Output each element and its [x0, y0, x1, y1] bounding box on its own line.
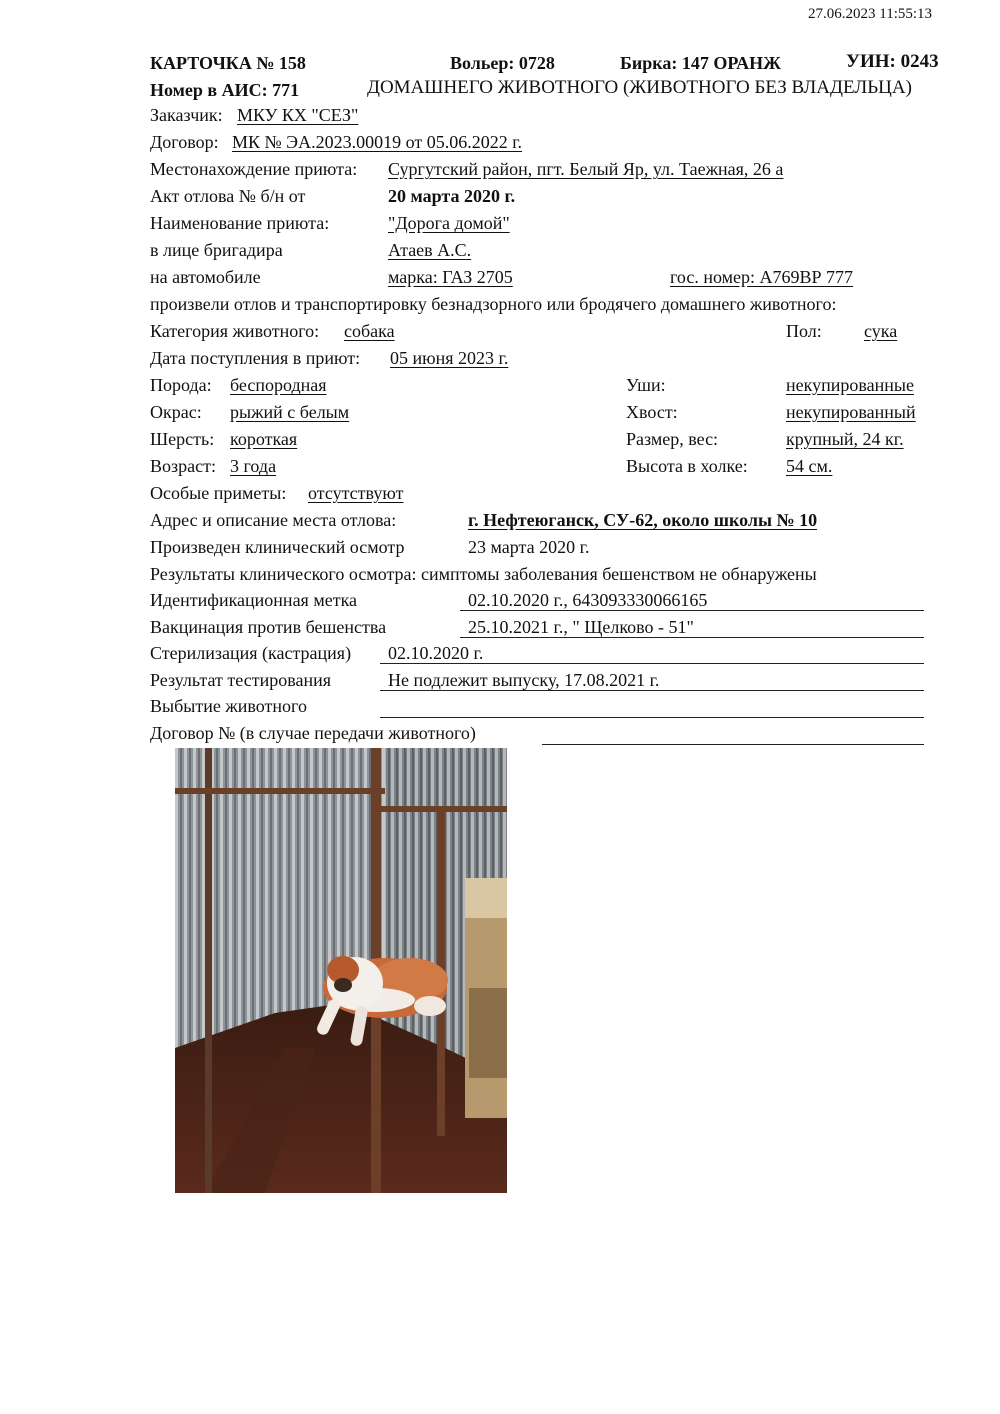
car-number: гос. номер: А769ВР 777: [670, 267, 854, 287]
vacc-label: Вакцинация против бешенства: [150, 617, 387, 637]
shelter-label: Наименование приюта:: [150, 213, 330, 233]
breed-value: беспородная: [230, 375, 327, 395]
transfer-line: [542, 744, 924, 745]
arrival-label: Дата поступления в приют:: [150, 348, 361, 368]
id-label: Идентификационная метка: [150, 590, 358, 610]
customer-label: Заказчик:: [150, 105, 223, 125]
capture-text: произвели отлов и транспортировку безнадзорного или бродячего домашнего животного:: [150, 294, 837, 314]
print-timestamp: 27.06.2023 11:55:13: [808, 6, 933, 22]
act-label: Акт отлова № б/н от: [150, 186, 306, 206]
color-label: Окрас:: [150, 402, 202, 422]
ais-number: Номер в АИС: 771: [150, 80, 300, 100]
customer-value: МКУ КХ "СЕЗ": [237, 105, 359, 125]
size-label: Размер, вес:: [626, 429, 719, 449]
transfer-label: Договор № (в случае передачи животного): [150, 723, 476, 743]
uin-number: УИН: 0243: [846, 51, 939, 72]
brigadier-label: в лице бригадира: [150, 240, 283, 260]
exam-date: 23 марта 2020 г.: [468, 537, 590, 557]
car-brand: марка: ГАЗ 2705: [388, 267, 513, 287]
tail-value: некупированный: [786, 402, 916, 422]
height-value: 54 см.: [786, 456, 833, 476]
coat-label: Шерсть:: [150, 429, 215, 449]
coat-value: короткая: [230, 429, 298, 449]
id-value: 02.10.2020 г., 643093330066165: [468, 590, 708, 610]
tail-label: Хвост:: [626, 402, 678, 422]
test-label: Результат тестирования: [150, 670, 331, 690]
tag-number: Бирка: 147 ОРАНЖ: [620, 53, 781, 73]
contract-value: МК № ЭА.2023.00019 от 05.06.2022 г.: [232, 132, 523, 152]
card-title: ДОМАШНЕГО ЖИВОТНОГО (ЖИВОТНОГО БЕЗ ВЛАДЕЛЬЦА): [367, 77, 912, 98]
address-label: Адрес и описание места отлова:: [150, 510, 397, 530]
animal-photo: [175, 748, 507, 1193]
color-value: рыжий с белым: [230, 402, 350, 422]
category-label: Категория животного:: [150, 321, 320, 341]
departure-line: [380, 717, 924, 718]
steril-line: [380, 663, 924, 664]
ears-value: некупированные: [786, 375, 914, 395]
contract-label: Договор:: [150, 132, 219, 152]
act-date: 20 марта 2020 г.: [388, 186, 516, 206]
sex-value: сука: [864, 321, 898, 341]
test-line: [380, 690, 924, 691]
steril-label: Стерилизация (кастрация): [150, 643, 352, 663]
marks-value: отсутствуют: [308, 483, 404, 503]
id-line: [460, 610, 924, 611]
marks-label: Особые приметы:: [150, 483, 287, 503]
enclosure-number: Вольер: 0728: [450, 53, 555, 73]
category-value: собака: [344, 321, 395, 341]
vacc-line: [460, 637, 924, 638]
size-value: крупный, 24 кг.: [786, 429, 904, 449]
height-label: Высота в холке:: [626, 456, 748, 476]
sex-label: Пол:: [786, 321, 822, 341]
test-value: Не подлежит выпуску, 17.08.2021 г.: [388, 670, 660, 690]
departure-label: Выбытие животного: [150, 696, 307, 716]
card-number: КАРТОЧКА № 158: [150, 53, 306, 73]
brigadier-value: Атаев А.С.: [388, 240, 472, 260]
address-value: г. Нефтеюганск, СУ-62, около школы № 10: [468, 510, 818, 530]
age-label: Возраст:: [150, 456, 216, 476]
exam-label: Произведен клинический осмотр: [150, 537, 405, 557]
location-label: Местонахождение приюта:: [150, 159, 358, 179]
arrival-value: 05 июня 2023 г.: [390, 348, 509, 368]
vacc-value: 25.10.2021 г., " Щелково - 51": [468, 617, 694, 637]
steril-value: 02.10.2020 г.: [388, 643, 484, 663]
location-value: Сургутский район, пгт. Белый Яр, ул. Таежная, 26 а: [388, 159, 784, 179]
car-label: на автомобиле: [150, 267, 261, 287]
age-value: 3 года: [230, 456, 277, 476]
shelter-value: "Дорога домой": [388, 213, 510, 233]
breed-label: Порода:: [150, 375, 212, 395]
ears-label: Уши:: [626, 375, 666, 395]
exam-result: Результаты клинического осмотра: симптомы заболевания бешенством не обнаружены: [150, 564, 817, 584]
